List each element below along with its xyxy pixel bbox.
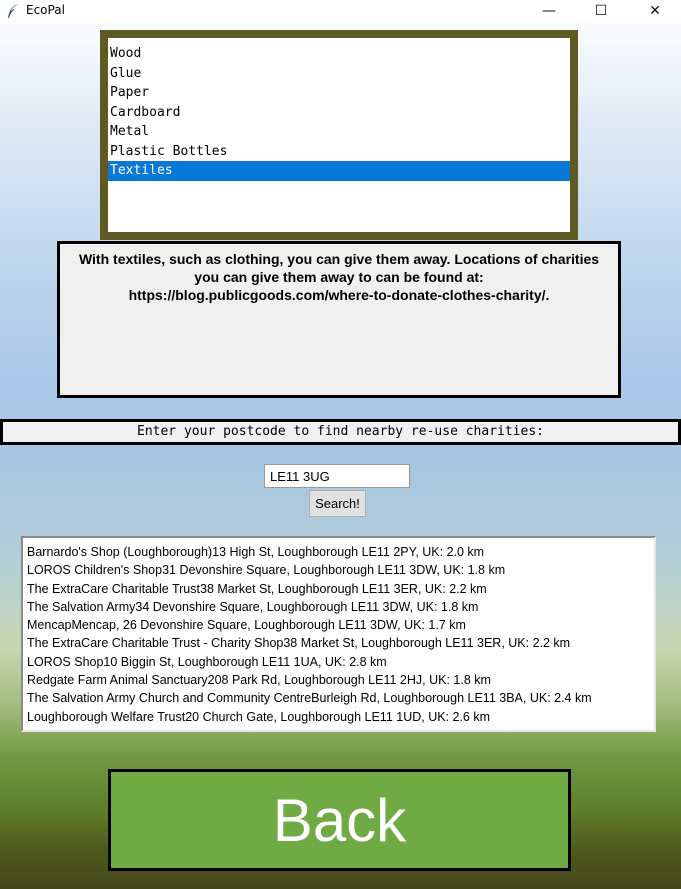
window-title: EcoPal xyxy=(26,3,65,17)
material-item-plastic-bottles[interactable]: Plastic Bottles xyxy=(110,143,228,159)
material-item-wood[interactable]: Wood xyxy=(110,46,142,61)
search-button[interactable]: Search! xyxy=(309,490,366,517)
back-button[interactable]: Back xyxy=(108,769,571,871)
feather-icon xyxy=(6,3,20,19)
result-row[interactable]: The ExtraCare Charitable Trust - Charity Shop38 Market St, Loughborough LE11 3ER, UK: 2.2 km xyxy=(27,636,571,651)
results-listbox[interactable] xyxy=(21,536,656,732)
title-bar xyxy=(0,0,681,22)
material-listbox[interactable] xyxy=(108,38,570,232)
info-text: With textiles, such as clothing, you can give them away. Locations of charities you can give them away to can be found at: https://blog.publicgoods.com/where-to-donate-clothes-charity/. xyxy=(78,251,600,303)
result-row[interactable]: LOROS Shop10 Biggin St, Loughborough LE11 1UA, UK: 2.8 km xyxy=(27,654,387,669)
result-row[interactable]: LOROS Children's Shop31 Devonshire Square, Loughborough LE11 3DW, UK: 1.8 km xyxy=(27,563,506,578)
result-row[interactable]: MencapMencap, 26 Devonshire Square, Loughborough LE11 3DW, UK: 1.7 km xyxy=(27,618,466,633)
minimize-button[interactable]: — xyxy=(542,3,556,19)
result-row[interactable]: Redgate Farm Animal Sanctuary208 Park Rd, Loughborough LE11 2HJ, UK: 1.8 km xyxy=(27,673,491,688)
result-row[interactable]: Loughborough Welfare Trust20 Church Gate, Loughborough LE11 1UD, UK: 2.6 km xyxy=(27,709,491,724)
material-item-textiles[interactable]: Textiles xyxy=(108,161,570,181)
result-row[interactable]: The ExtraCare Charitable Trust38 Market St, Loughborough LE11 3ER, UK: 2.2 km xyxy=(27,581,487,596)
info-box xyxy=(57,241,621,398)
result-row[interactable]: Barnardo's Shop (Loughborough)13 High St, Loughborough LE11 2PY, UK: 2.0 km xyxy=(27,545,485,559)
close-button[interactable]: ✕ xyxy=(649,3,661,19)
maximize-button[interactable]: ☐ xyxy=(594,3,608,19)
postcode-input[interactable] xyxy=(264,464,410,488)
result-row[interactable]: The Salvation Army34 Devonshire Square, Loughborough LE11 3DW, UK: 1.8 km xyxy=(27,599,479,614)
postcode-prompt: Enter your postcode to find nearby re-use charities: xyxy=(0,419,681,445)
material-item-glue[interactable]: Glue xyxy=(110,65,142,81)
material-item-cardboard[interactable]: Cardboard xyxy=(110,104,181,120)
result-row[interactable]: The Salvation Army Church and Community CentreBurleigh Rd, Loughborough LE11 3BA, UK: 2.4 km xyxy=(27,691,592,706)
material-item-metal[interactable]: Metal xyxy=(110,124,150,139)
material-list-frame xyxy=(100,30,578,240)
material-item-paper[interactable]: Paper xyxy=(110,85,150,100)
